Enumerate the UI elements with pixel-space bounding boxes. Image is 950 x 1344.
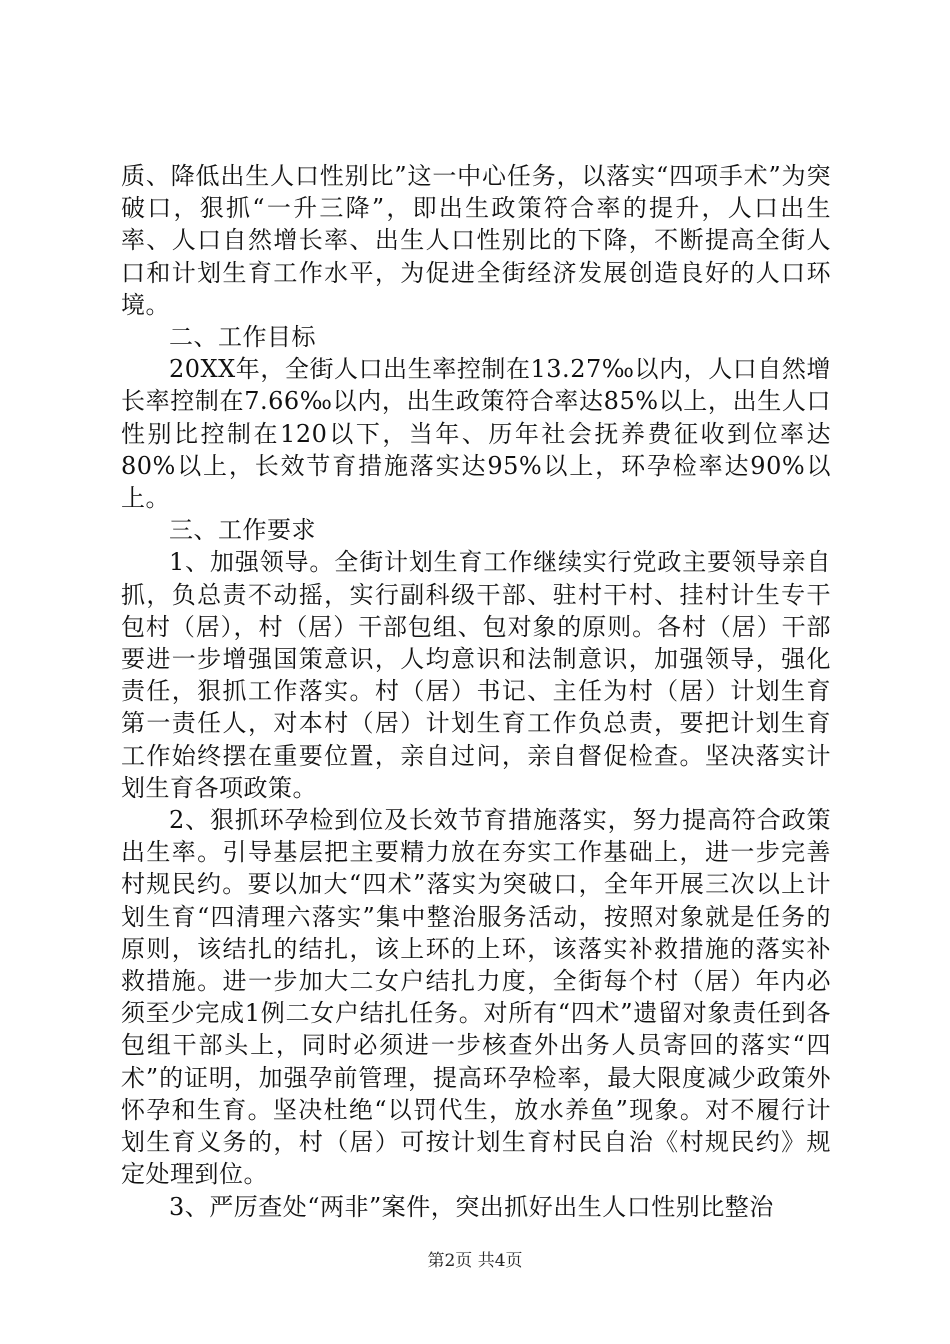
section-heading-work-requirements: 三、工作要求	[169, 516, 316, 545]
paragraph-requirement-3: 3、严厉查处“两非”案件，突出抓好出生人口性别比整治	[169, 1192, 774, 1221]
paragraph-requirement-2: 2、狠抓环孕检到位及长效节育措施落实，努力提高符合政策出生率。引导基层把主要精力放在夯实工作基础上，进一步完善村规民约。要以加大“四术”落实为突破口，全年开展三次以上计划生育“四清理六落实”集中整治服务活动，按照对象就是任务的原则，该结扎的结扎，该上环的上环，该落实补救措施的落实补救措施。进一步加大二女户结扎力度，全街每个村（居）年内必须至少完成1例二女户结扎任务。对所有“四术”遗留对象责任到各包组干部头上，同时必须进一步核查外出务人员寄回的落实“四术”的证明，加强孕前管理，提高环孕检率，最大限度减少政策外怀孕和生育。坚决杜绝“以罚代生，放水养鱼”现象。对不履行计划生育义务的，村（居）可按计划生育村民自治《村规民约》规定处理到位。	[121, 806, 831, 1189]
paragraph-requirement-1: 1、加强领导。全街计划生育工作继续实行党政主要领导亲自抓，负总责不动摇，实行副科级干部、驻村干村、挂村计生专干包村（居），村（居）干部包组、包对象的原则。各村（居）干部要进一步增强国策意识，人均意识和法制意识，加强领导，强化责任，狠抓工作落实。村（居）书记、主任为村（居）计划生育第一责任人，对本村（居）计划生育工作负总责，要把计划生育工作始终摆在重要位置，亲自过问，亲自督促检查。坚决落实计划生育各项政策。	[121, 548, 831, 802]
paragraph-intro-continued: 质、降低出生人口性别比”这一中心任务，以落实“四项手术”为突破口，狠抓“一升三降”，即出生政策符合率的提升，人口出生率、人口自然增长率、出生人口性别比的下降，不断提高全街人口和计划生育工作水平，为促进全街经济发展创造良好的人口环境。	[121, 162, 831, 319]
page-footer: 第2页 共4页	[427, 1251, 523, 1271]
paragraph-work-goals: 20XX年，全街人口出生率控制在13.27‰以内，人口自然增长率控制在7.66‰以内，出生政策符合率达85%以上，出生人口性别比控制在120以下，当年、历年社会抚养费征收到位率达80%以上，长效节育措施落实达95%以上，环孕检率达90%以上。	[121, 355, 831, 513]
document-body	[121, 160, 831, 1223]
section-heading-work-goals: 二、工作目标	[169, 323, 316, 352]
